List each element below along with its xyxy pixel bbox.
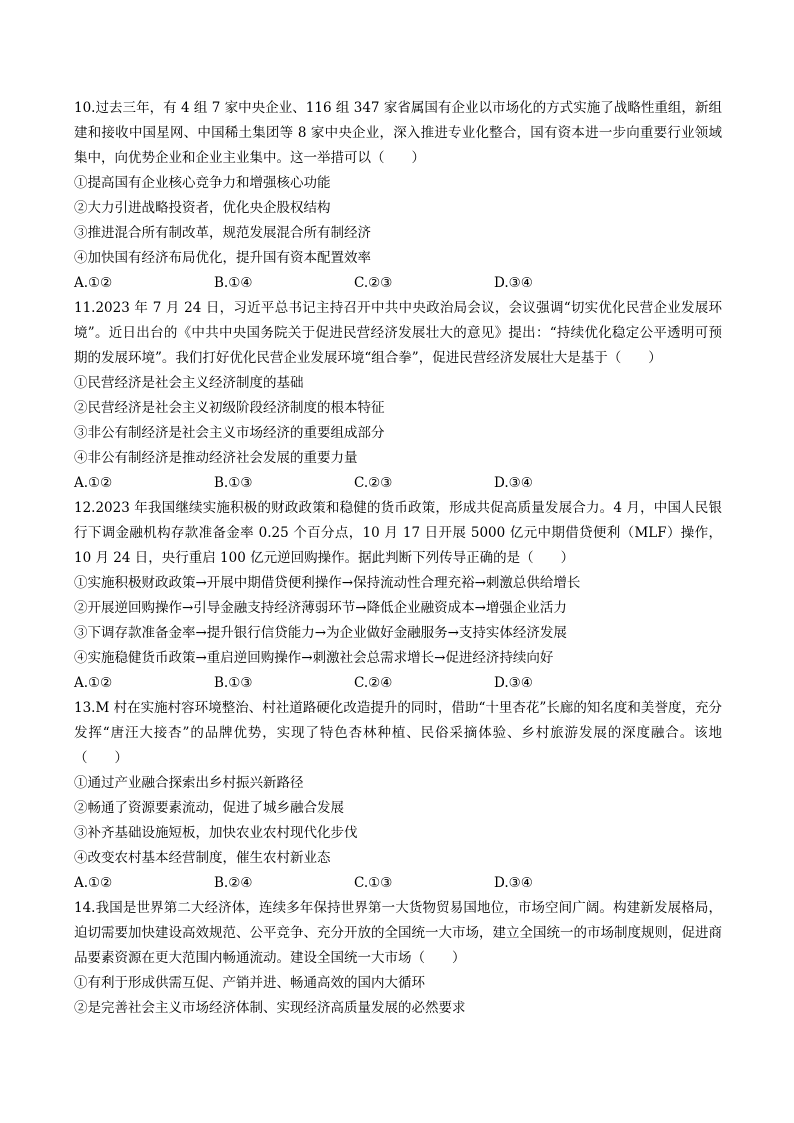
option-2: ②是完善社会主义市场经济体制、实现经济高质量发展的必然要求 xyxy=(74,1000,466,1016)
answer-choices xyxy=(74,271,722,296)
answer-b: B.②④ xyxy=(214,875,253,891)
option-1: ①提高国有企业核心竞争力和增强核心功能 xyxy=(74,175,331,191)
question-11 xyxy=(74,296,722,496)
answer-d: D.③④ xyxy=(494,275,533,291)
question-10 xyxy=(74,96,722,296)
option-3: ③补齐基础设施短板，加快农业农村现代化步伐 xyxy=(74,825,358,841)
option-4: ④实施稳健货币政策→重启逆回购操作→刺激社会总需求增长→促进经济持续向好 xyxy=(74,650,554,666)
question-stem: 13.M 村在实施村容环境整治、村社道路硬化改造提升的同时，借助“十里杏花”长廊的知名度和美誉度，充分发挥“唐汪大接杏”的品牌优势，实现了特色杏林种植、民俗采摘体验、乡村旅游发展的深度融合。该地（ ） xyxy=(74,700,722,766)
answer-a: A.①② xyxy=(74,675,113,691)
option-4: ④改变农村基本经营制度，催生农村新业态 xyxy=(74,850,331,866)
answer-d: D.③④ xyxy=(494,675,533,691)
answer-c: C.②④ xyxy=(354,675,393,691)
option-3: ③推进混合所有制改革，规范发展混合所有制经济 xyxy=(74,225,371,241)
option-4: ④非公有制经济是推动经济社会发展的重要力量 xyxy=(74,450,358,466)
answer-b: B.①④ xyxy=(214,275,253,291)
option-2: ②民营经济是社会主义初级阶段经济制度的根本特征 xyxy=(74,400,385,416)
answer-d: D.③④ xyxy=(494,475,533,491)
answer-a: A.①② xyxy=(74,275,113,291)
option-4: ④加快国有经济布局优化，提升国有资本配置效率 xyxy=(74,250,371,266)
answer-c: C.①③ xyxy=(354,875,393,891)
option-1: ①通过产业融合探索出乡村振兴新路径 xyxy=(74,775,304,791)
answer-a: A.①② xyxy=(74,875,113,891)
question-stem: 14.我国是世界第二大经济体，连续多年保持世界第一大货物贸易国地位，市场空间广阔。构建新发展格局，迫切需要加快建设高效规范、公平竞争、充分开放的全国统一大市场，建立全国统一的市场制度规则，促进商品要素资源在更大范围内畅通流动。建设全国统一大市场（ ） xyxy=(74,900,722,966)
answer-c: C.②③ xyxy=(354,475,393,491)
option-2: ②大力引进战略投资者，优化央企股权结构 xyxy=(74,200,331,216)
answer-b: B.①③ xyxy=(214,675,253,691)
option-3: ③下调存款准备金率→提升银行信贷能力→为企业做好金融服务→支持实体经济发展 xyxy=(74,625,567,641)
answer-b: B.①③ xyxy=(214,475,253,491)
answer-d: D.③④ xyxy=(494,875,533,891)
answer-a: A.①② xyxy=(74,475,113,491)
option-2: ②开展逆回购操作→引导金融支持经济薄弱环节→降低企业融资成本→增强企业活力 xyxy=(74,600,567,616)
question-14 xyxy=(74,896,722,1021)
exam-page xyxy=(74,96,722,1021)
answer-choices xyxy=(74,871,722,896)
question-stem: 12.2023 年我国继续实施积极的财政政策和稳健的货币政策，形成共促高质量发展合力。4 月，中国人民银行下调金融机构存款准备金率 0.25 个百分点，10 月 17 日开展 5000 亿元中期借贷便利（MLF）操作，10 月 24 日，央行重启 100 亿元逆回购操作。据此判断下列传导正确的是（ ） xyxy=(74,500,722,566)
option-2: ②畅通了资源要素流动，促进了城乡融合发展 xyxy=(74,800,344,816)
answer-c: C.②③ xyxy=(354,275,393,291)
question-13 xyxy=(74,696,722,896)
option-1: ①实施积极财政政策→开展中期借贷便利操作→保持流动性合理充裕→刺激总供给增长 xyxy=(74,575,581,591)
option-1: ①民营经济是社会主义经济制度的基础 xyxy=(74,375,304,391)
answer-choices xyxy=(74,471,722,496)
option-3: ③非公有制经济是社会主义市场经济的重要组成部分 xyxy=(74,425,385,441)
option-1: ①有利于形成供需互促、产销并进、畅通高效的国内大循环 xyxy=(74,975,425,991)
answer-choices xyxy=(74,671,722,696)
question-stem: 11.2023 年 7 月 24 日，习近平总书记主持召开中共中央政治局会议，会议强调“切实优化民营企业发展环境”。近日出台的《中共中央国务院关于促进民营经济发展壮大的意见》提出：“持续优化稳定公平透明可预期的发展环境”。我们打好优化民营企业发展环境“组合拳”，促进民营经济发展壮大是基于（ ） xyxy=(74,300,722,366)
question-stem: 10.过去三年，有 4 组 7 家中央企业、116 组 347 家省属国有企业以市场化的方式实施了战略性重组，新组建和接收中国星网、中国稀土集团等 8 家中央企业，深入推进专业化整合，国有资本进一步向重要行业领域集中，向优势企业和企业主业集中。这一举措可以（ ） xyxy=(74,100,722,166)
question-12 xyxy=(74,496,722,696)
